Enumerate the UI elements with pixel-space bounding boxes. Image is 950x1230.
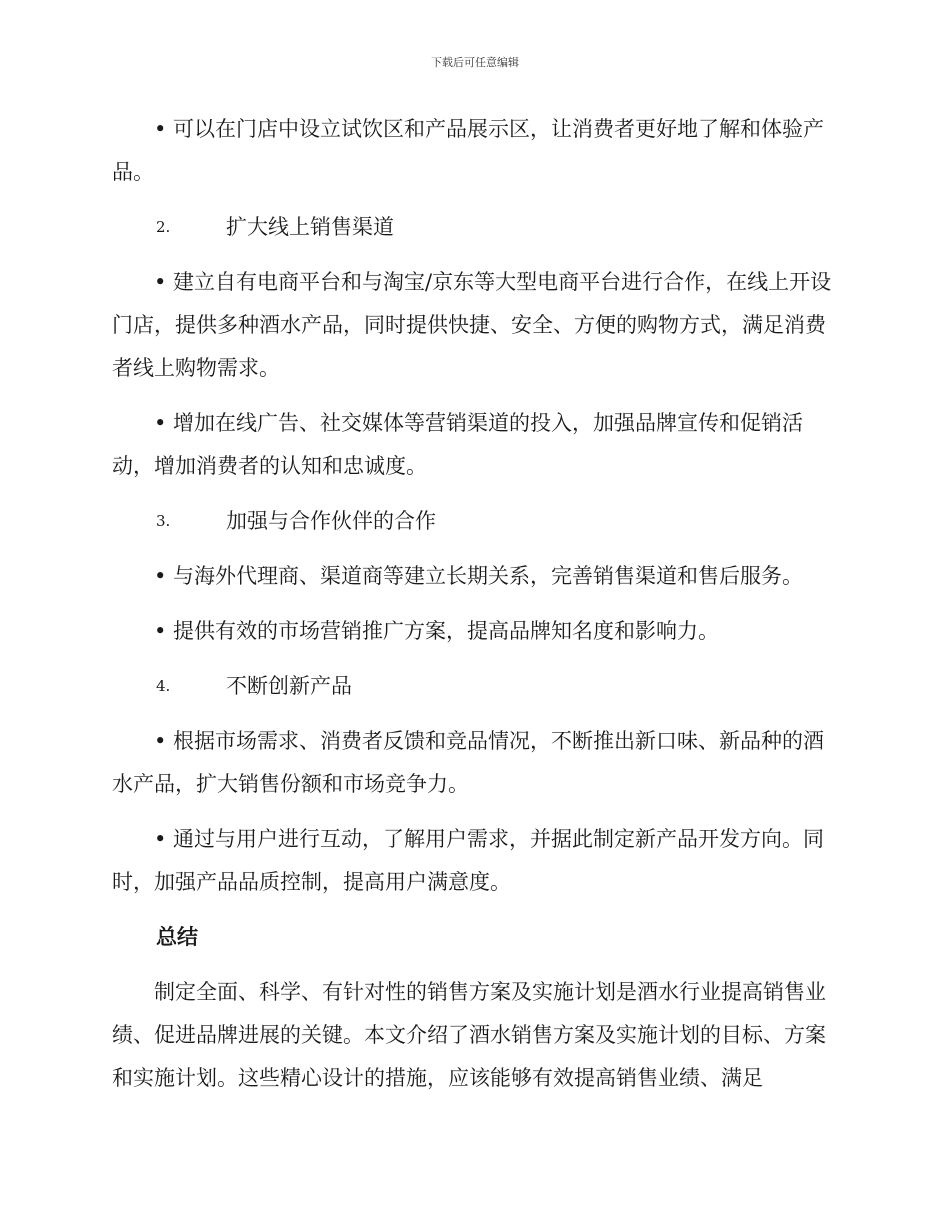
paragraph-new-products: • 根据市场需求、消费者反馈和竞品情况，不断推出新口味、新品种的酒水产品，扩大销售份额和市场竞争力。 xyxy=(112,729,825,796)
list-label: 不断创新产品 xyxy=(226,674,352,698)
summary-heading: 总结 xyxy=(156,925,198,949)
paragraph-summary: 制定全面、科学、有针对性的销售方案及实施计划是酒水行业提高销售业绩、促进品牌进展的关键。本文介绍了酒水销售方案及实施计划的目标、方案和实施计划。这些精心设计的措施，应该能够有效提高销售业绩、满足 xyxy=(112,980,826,1090)
paragraph-online-ads: • 增加在线广告、社交媒体等营销渠道的投入，加强品牌宣传和促销活动，增加消费者的认知和忠诚度。 xyxy=(112,411,804,478)
list-number: 2. xyxy=(156,218,171,236)
list-item-innovation xyxy=(112,665,834,708)
list-label: 加强与合作伙伴的合作 xyxy=(226,509,436,533)
paragraph-user-interaction: • 通过与用户进行互动，了解用户需求，并据此制定新产品开发方向。同时，加强产品品质控制，提高用户满意度。 xyxy=(112,827,825,894)
paragraph-marketing-plan: • 提供有效的市场营销推广方案，提高品牌知名度和影响力。 xyxy=(154,619,720,643)
list-number: 3. xyxy=(156,512,171,530)
list-item-partners xyxy=(112,500,834,543)
list-number: 4. xyxy=(156,677,171,695)
page-header: 下载后可任意编辑 xyxy=(431,56,519,69)
paragraph-overseas-agents: • 与海外代理商、渠道商等建立长期关系，完善销售渠道和售后服务。 xyxy=(154,564,804,588)
paragraph-tasting-area: • 可以在门店中设立试饮区和产品展示区，让消费者更好地了解和体验产品。 xyxy=(112,117,825,184)
list-item-online-channels xyxy=(112,206,834,249)
paragraph-ecommerce: • 建立自有电商平台和与淘宝/京东等大型电商平台进行合作，在线上开设门店，提供多种酒水产品，同时提供快捷、安全、方便的购物方式，满足消费者线上购物需求。 xyxy=(112,270,832,380)
document-body xyxy=(112,108,834,1112)
list-label: 扩大线上销售渠道 xyxy=(226,215,394,239)
